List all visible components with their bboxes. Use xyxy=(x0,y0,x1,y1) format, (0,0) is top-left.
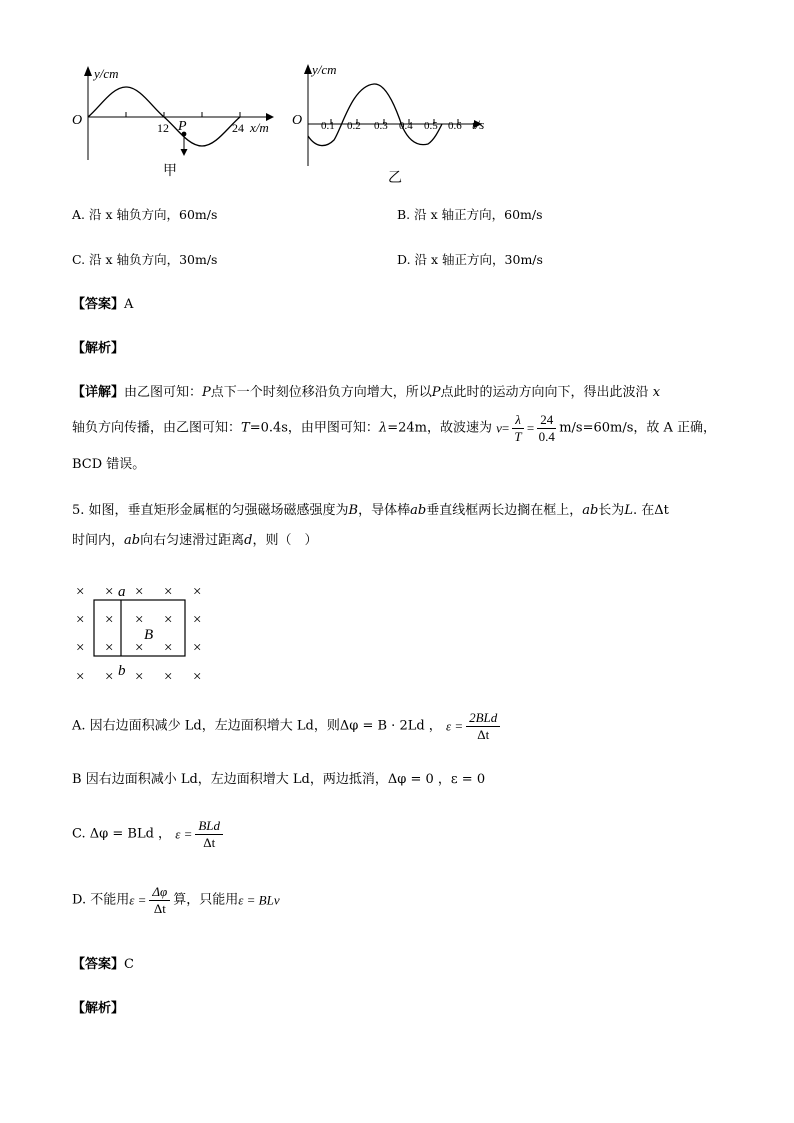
jia-tick-12: 12 xyxy=(157,121,169,135)
option-letter: D. xyxy=(397,252,411,267)
field-cross-mark: × xyxy=(105,584,114,600)
symbol-lambda: λ xyxy=(378,420,388,436)
label-b-field: B xyxy=(144,627,154,643)
field-cross-mark: × xyxy=(135,669,144,685)
figure-yi-vibration-graph xyxy=(288,56,498,186)
field-cross-mark: × xyxy=(193,612,202,628)
field-crosses xyxy=(76,584,201,685)
yi-y-label: y/cm xyxy=(312,62,337,77)
fraction-24-over-04 xyxy=(537,412,556,445)
detail-text: m/s=60m/s，故 A 正确， xyxy=(559,420,717,436)
jia-caption: 甲 xyxy=(163,164,177,179)
fraction-numerator: 24 xyxy=(537,412,556,429)
fraction-numerator: λ xyxy=(512,412,524,429)
figure-jia-wave-graph xyxy=(68,60,288,185)
option-text: 不能用 xyxy=(90,892,130,908)
stem-text: 垂直线框两长边搁在框上， xyxy=(426,503,583,518)
stem-text: ，导体棒 xyxy=(358,503,411,518)
q5-stem-line2 xyxy=(72,532,317,550)
fraction-numerator: BLd xyxy=(195,818,223,835)
field-cross-mark: × xyxy=(76,584,85,600)
field-cross-mark: × xyxy=(76,640,85,656)
jia-x-label: x/m xyxy=(250,120,269,135)
option-text: 因右边面积减少 Ld，左边面积增大 Ld，则Δφ = B · 2Ld ， xyxy=(89,718,442,734)
detail-text: =0.4s，由甲图可知： xyxy=(249,420,379,436)
detail-text: =24m，故波速为 xyxy=(387,420,492,436)
answer-value: A xyxy=(124,297,134,312)
option-text: 算，只能用 xyxy=(173,892,239,908)
yi-tick-04: 0.4 xyxy=(399,120,413,132)
yi-tick-02: 0.2 xyxy=(347,120,361,132)
symbol-ab: ab xyxy=(124,533,141,548)
detail-text: 轴负方向传播，由乙图可知： xyxy=(72,420,242,436)
answer-tag: 【答案】 xyxy=(72,957,125,972)
field-cross-mark: × xyxy=(76,612,85,628)
option-letter: A. xyxy=(72,207,86,222)
option-text: 沿 x 轴负方向，60m/s xyxy=(89,207,218,222)
detail-text: 点下一个时刻位移沿负方向增大，所以 xyxy=(210,385,432,400)
jia-y-label: y/cm xyxy=(94,66,119,81)
q4-detail-line1 xyxy=(72,384,660,402)
q5-analysis-tag: 【解析】 xyxy=(72,1001,125,1016)
field-cross-mark: × xyxy=(193,584,202,600)
q4-detail-line2 xyxy=(72,412,716,445)
yi-x-label: t/s xyxy=(472,117,485,132)
jia-origin-label: O xyxy=(72,113,83,128)
field-cross-mark: × xyxy=(164,669,173,685)
field-cross-mark: × xyxy=(105,612,114,628)
field-cross-mark: × xyxy=(164,612,173,628)
fraction-denominator: Δt xyxy=(477,727,490,742)
jia-point-p: P xyxy=(178,119,187,134)
q5-option-b[interactable] xyxy=(72,771,485,789)
option-letter: A. xyxy=(72,718,86,734)
fraction-numerator: Δφ xyxy=(149,884,170,901)
detail-text: 由乙图可知： xyxy=(124,385,203,400)
fraction-lambda-over-t xyxy=(512,412,524,445)
stem-text: . 在Δt xyxy=(632,503,669,518)
epsilon-equals: ε = xyxy=(445,718,464,734)
symbol-l: L xyxy=(624,503,633,518)
field-cross-mark: × xyxy=(193,640,202,656)
yi-tick-05: 0.5 xyxy=(424,120,438,132)
field-cross-mark: × xyxy=(135,612,144,628)
symbol-t: T xyxy=(241,420,250,436)
q4-answer xyxy=(72,296,133,314)
q4-option-a[interactable] xyxy=(72,206,217,224)
fraction-denominator: T xyxy=(514,429,522,444)
jia-tick-24: 24 xyxy=(232,121,244,135)
option-text: 沿 x 轴负方向，30m/s xyxy=(89,252,218,267)
answer-tag: 【答案】 xyxy=(72,297,125,312)
yi-tick-06: 0.6 xyxy=(448,120,462,132)
label-a: a xyxy=(118,584,126,600)
option-letter: D. xyxy=(72,892,87,908)
field-cross-mark: × xyxy=(76,669,85,685)
option-letter: C. xyxy=(72,826,86,842)
fraction-denominator: Δt xyxy=(203,835,216,850)
answer-value: C xyxy=(124,957,134,972)
option-text: Δφ = BLd ， xyxy=(89,826,172,842)
fraction-2bld-over-dt xyxy=(466,710,500,743)
fraction-bld-over-dt xyxy=(195,818,223,851)
symbol-b: B xyxy=(348,503,359,518)
stem-text: 5. 如图，垂直矩形金属框的匀强磁场磁感强度为 xyxy=(72,503,349,518)
field-cross-mark: × xyxy=(135,640,144,656)
q4-option-d[interactable] xyxy=(397,251,543,269)
formula-bvl: ε = BLv xyxy=(238,892,280,908)
option-letter: C. xyxy=(72,252,86,267)
fraction-denominator: Δt xyxy=(153,901,166,916)
field-cross-mark: × xyxy=(164,584,173,600)
detail-tag: 【详解】 xyxy=(72,385,125,400)
q5-answer xyxy=(72,956,134,974)
field-cross-mark: × xyxy=(105,669,114,685)
field-cross-mark: × xyxy=(135,584,144,600)
option-letter: B xyxy=(72,772,82,787)
epsilon-equals: ε = xyxy=(175,826,193,842)
stem-text: 长为 xyxy=(598,503,625,518)
q5-stem-line1 xyxy=(72,502,669,520)
symbol-p: P xyxy=(202,385,211,400)
stem-text: 时间内， xyxy=(72,533,125,548)
yi-tick-03: 0.3 xyxy=(374,120,388,132)
equals-sign: = xyxy=(501,420,510,436)
symbol-p: P xyxy=(431,385,441,400)
q5-option-d[interactable] xyxy=(72,884,280,917)
option-text: 沿 x 轴正方向，30m/s xyxy=(414,252,543,267)
fraction-dphi-over-dt xyxy=(149,884,170,917)
yi-tick-01: 0.1 xyxy=(321,120,335,132)
epsilon-equals: ε = xyxy=(129,892,147,908)
symbol-v: v xyxy=(496,420,502,436)
yi-origin-label: O xyxy=(292,113,303,128)
equals-sign: = xyxy=(526,420,535,436)
symbol-ab: ab xyxy=(410,503,427,518)
field-cross-mark: × xyxy=(164,640,173,656)
detail-text: 点此时的运动方向向下，得出此波沿 xyxy=(440,385,649,400)
symbol-d: d xyxy=(244,533,253,548)
field-cross-mark: × xyxy=(193,669,202,685)
fraction-denominator: 0.4 xyxy=(538,429,555,444)
q4-option-c[interactable] xyxy=(72,251,217,269)
stem-text: ，则（ ） xyxy=(252,533,318,548)
q5-option-c[interactable] xyxy=(72,818,226,851)
stem-text: 向右匀速滑过距离 xyxy=(140,533,245,548)
vibration-curve xyxy=(308,84,442,146)
q4-analysis-tag: 【解析】 xyxy=(72,341,125,356)
yi-caption: 乙 xyxy=(388,171,402,186)
option-text: 沿 x 轴正方向，60m/s xyxy=(414,207,543,222)
q4-option-b[interactable] xyxy=(397,206,543,224)
fraction-numerator: 2BLd xyxy=(466,710,500,727)
option-text: 因右边面积减小 Ld，左边面积增大 Ld，两边抵消，Δφ = 0 ，ε = 0 xyxy=(85,772,486,787)
symbol-x: x xyxy=(652,385,661,400)
label-b: b xyxy=(118,663,126,679)
q5-option-a[interactable] xyxy=(72,710,503,743)
field-cross-mark: × xyxy=(105,640,114,656)
q5-magnetic-field-figure xyxy=(70,578,220,690)
symbol-ab: ab xyxy=(582,503,599,518)
option-letter: B. xyxy=(397,207,411,222)
q4-detail-line3: BCD 错误。 xyxy=(72,457,146,472)
